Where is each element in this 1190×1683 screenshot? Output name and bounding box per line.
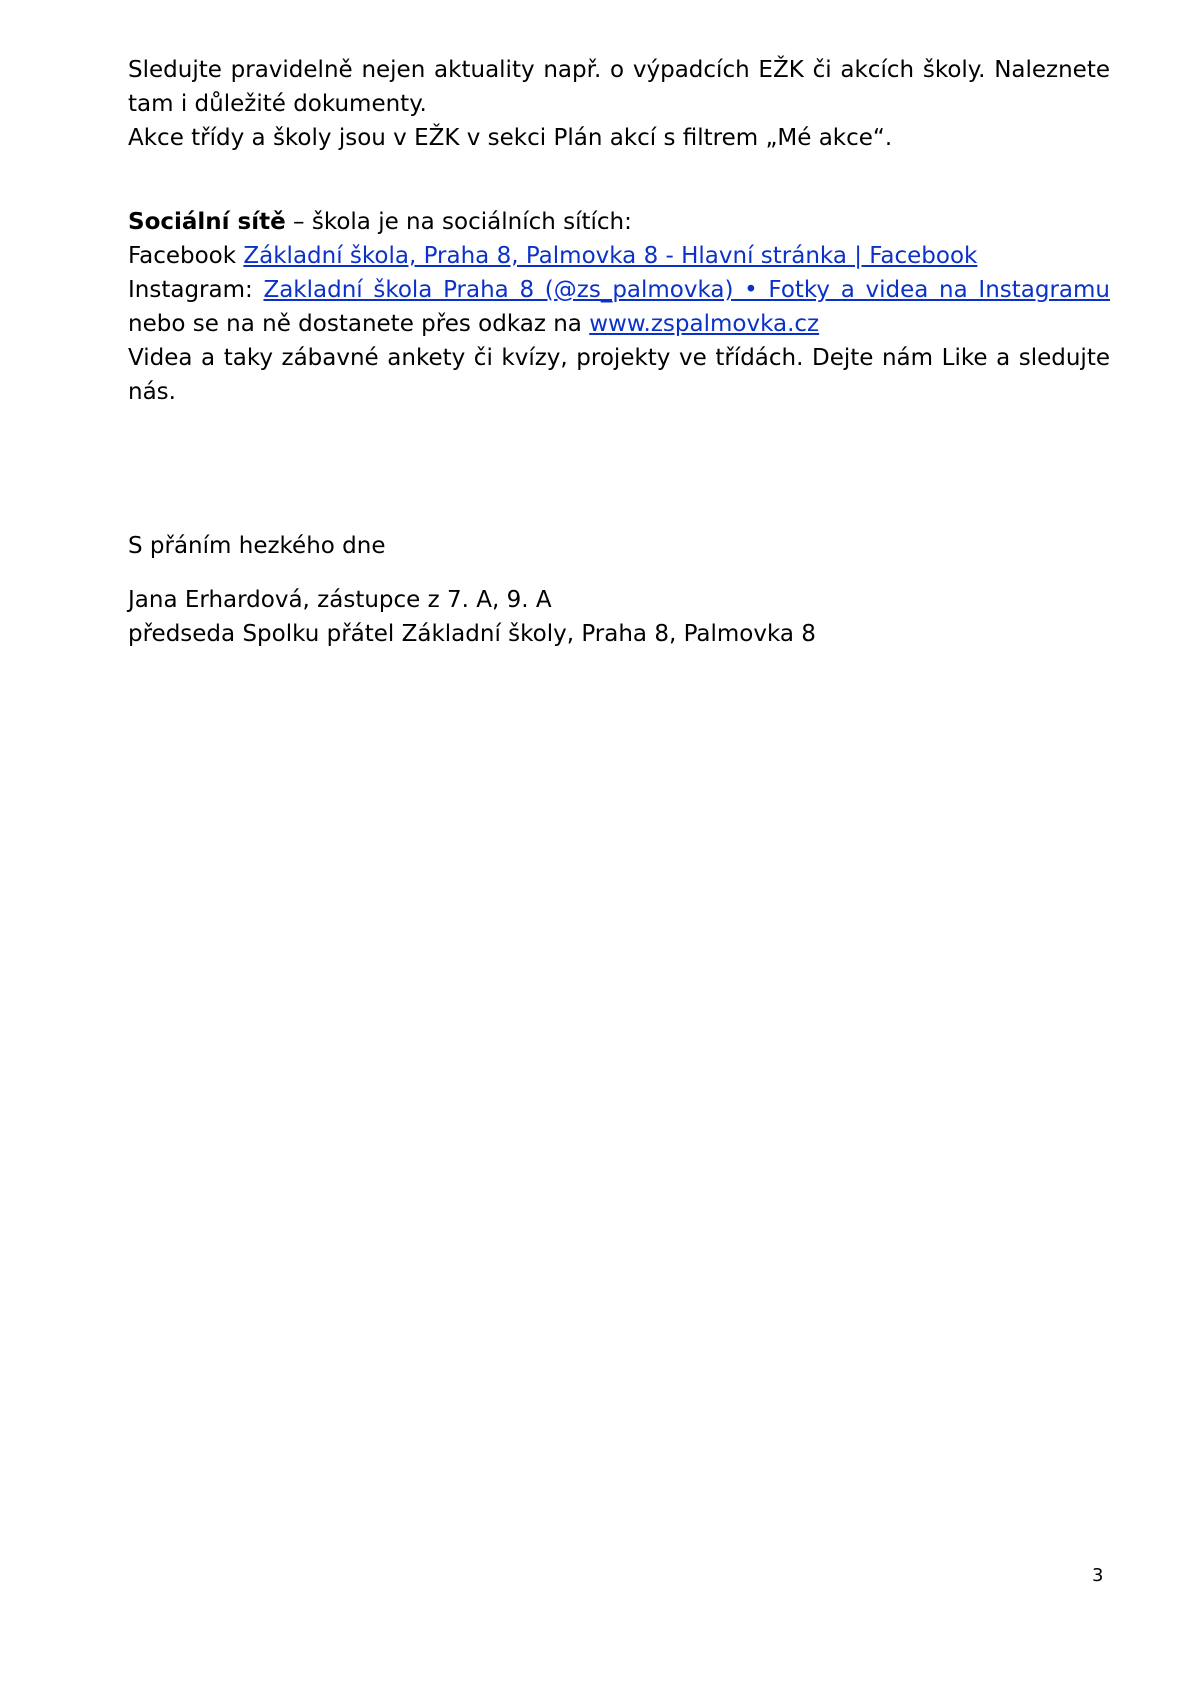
page-content xyxy=(128,53,1110,651)
social-heading: Sociální sítě xyxy=(128,209,286,235)
signature-name: Jana Erhardová, zástupce z 7. A, 9. A xyxy=(128,587,552,613)
facebook-label: Facebook xyxy=(128,243,244,269)
social-description: Videa a taky zábavné ankety či kvízy, projekty ve třídách. Dejte nám Like a sledujte nás. xyxy=(128,345,1110,405)
intro-paragraph xyxy=(128,53,1110,121)
intro-text: Sledujte pravidelně nejen aktuality např. o výpadcích EŽK či akcích školy. Naleznete tam i důležité dokumenty. xyxy=(128,57,1110,117)
greeting: S přáním hezkého dne xyxy=(128,533,386,559)
facebook-link[interactable]: Základní škola, Praha 8, Palmovka 8 - Hlavní stránka | Facebook xyxy=(243,243,978,269)
website-link[interactable]: www.zspalmovka.cz xyxy=(589,311,820,337)
instagram-link[interactable]: Zakladní škola Praha 8 (@zs_palmovka) • Fotky a videa na Instagramu xyxy=(263,277,1110,303)
instagram-suffix-text: nebo se na ně dostanete přes odkaz na xyxy=(128,311,590,337)
events-paragraph xyxy=(128,121,1110,155)
instagram-label: Instagram: xyxy=(128,277,264,303)
signature-role: předseda Spolku přátel Základní školy, Praha 8, Palmovka 8 xyxy=(128,621,816,647)
social-heading-rest: – škola je na sociálních sítích: xyxy=(285,209,632,235)
page-number: 3 xyxy=(1092,1565,1104,1586)
events-text: Akce třídy a školy jsou v EŽK v sekci Plán akcí s filtrem „Mé akce“. xyxy=(128,125,893,151)
social-networks-paragraph xyxy=(128,205,1110,409)
